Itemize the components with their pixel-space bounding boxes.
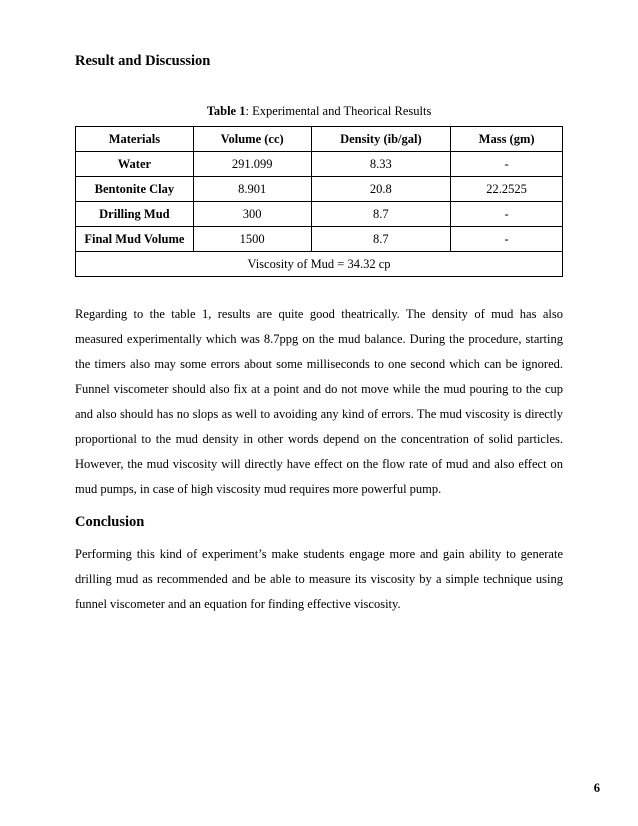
table-caption-label: Table 1 xyxy=(206,104,246,118)
header-cell: Mass (gm) xyxy=(451,127,563,152)
table-cell: 8.901 xyxy=(193,177,311,202)
header-cell: Density (ib/gal) xyxy=(311,127,451,152)
table-header-row xyxy=(76,127,563,152)
table-cell: 8.7 xyxy=(311,202,451,227)
table-cell: - xyxy=(451,202,563,227)
conclusion-paragraph: Performing this kind of experiment’s make students engage more and gain ability to generate drilling mud as recommended and be able to measure its viscosity by a simple technique using funnel viscometer and an equation for finding effective viscosity. xyxy=(75,547,563,611)
viscosity-result-cell: Viscosity of Mud = 34.32 cp xyxy=(76,252,563,277)
table-cell: 20.8 xyxy=(311,177,451,202)
result-paragraph: Regarding to the table 1, results are quite good theatrically. The density of mud has also measured experimentally which was 8.7ppg on the mud balance. During the procedure, starting the timers also may some errors about some milliseconds to one second which can be ignored. Funnel viscometer should also fix at a point and do not move while the mud pouring to the cup and also should has no slops as well to avoiding any kind of errors. The mud viscosity is directly proportional to the mud density in other words depend on the concentration of solid particles. However, the mud viscosity will directly have effect on the flow rate of mud and also effect on mud pumps, in case of high viscosity mud requires more powerful pump. xyxy=(75,307,563,496)
table-caption xyxy=(0,104,638,119)
header-cell: Volume (cc) xyxy=(193,127,311,152)
table-cell: 8.7 xyxy=(311,227,451,252)
table-cell: 1500 xyxy=(193,227,311,252)
table-row xyxy=(76,202,563,227)
table-row xyxy=(76,152,563,177)
section-heading-conclusion: Conclusion xyxy=(75,514,145,530)
row-header-cell: Final Mud Volume xyxy=(76,227,194,252)
table-cell: 291.099 xyxy=(193,152,311,177)
row-header-cell: Water xyxy=(76,152,194,177)
row-header-cell: Bentonite Clay xyxy=(76,177,194,202)
table-cell: - xyxy=(451,227,563,252)
table-cell: - xyxy=(451,152,563,177)
section-heading-result: Result and Discussion xyxy=(75,53,211,69)
table-cell: 22.2525 xyxy=(451,177,563,202)
table-cell: 8.33 xyxy=(311,152,451,177)
table-row xyxy=(76,227,563,252)
results-table xyxy=(75,126,563,277)
table-row xyxy=(76,177,563,202)
table-cell: 300 xyxy=(193,202,311,227)
table-caption-text: : Experimental and Theorical Results xyxy=(245,104,432,118)
header-cell: Materials xyxy=(76,127,194,152)
row-header-cell: Drilling Mud xyxy=(76,202,194,227)
page-number: 6 xyxy=(593,781,600,795)
table-footer-row xyxy=(76,252,563,277)
